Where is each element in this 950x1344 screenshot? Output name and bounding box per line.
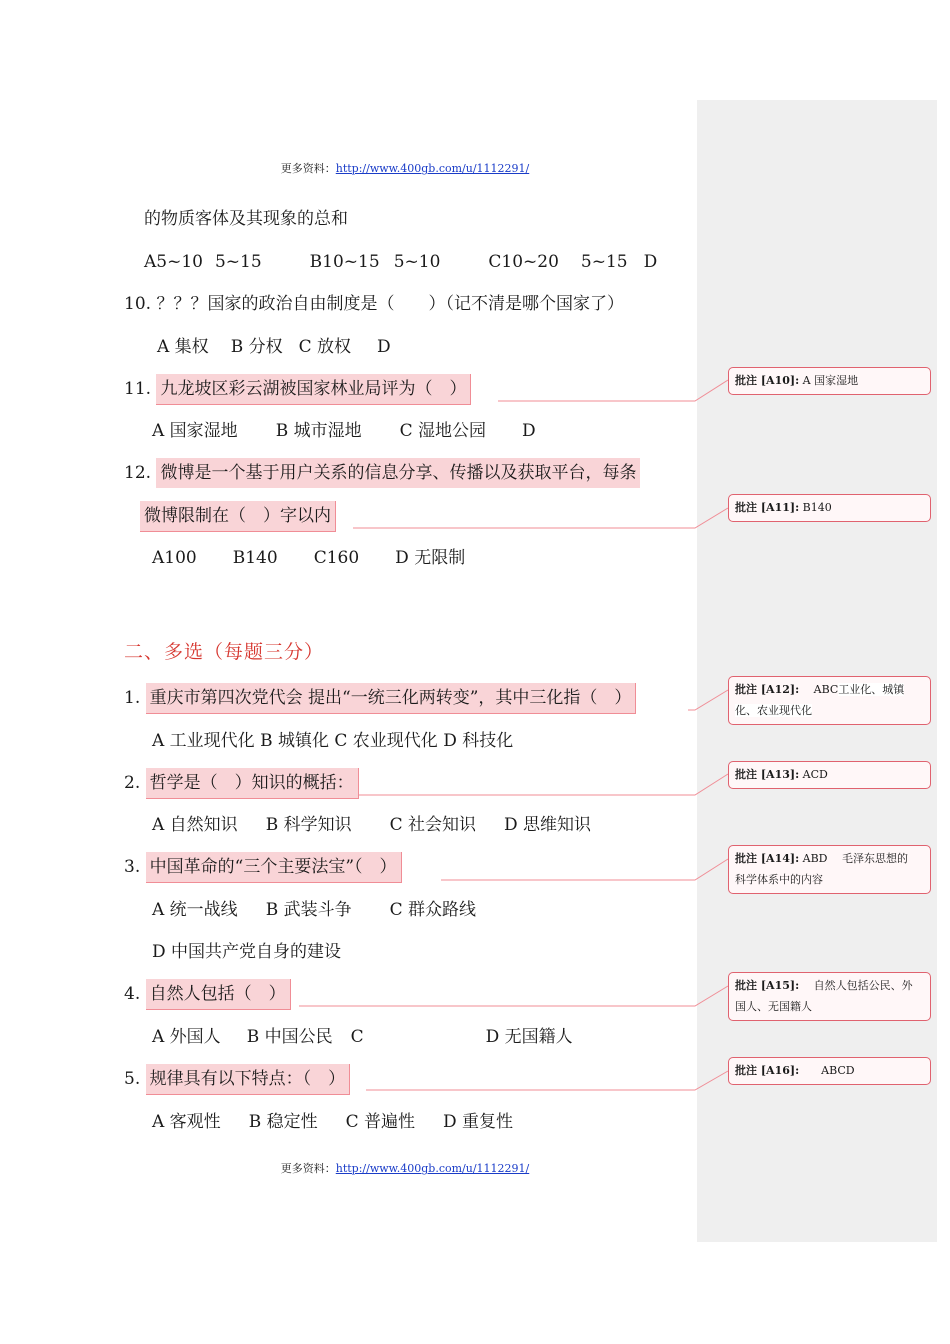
option-c-range: 5~15 xyxy=(580,252,628,272)
question-number: 10. xyxy=(124,294,152,314)
comment-text: A 国家湿地 xyxy=(802,374,859,387)
footer-link[interactable]: http://www.400gb.com/u/1112291/ xyxy=(335,1162,530,1175)
question-number: 5. xyxy=(124,1069,141,1089)
multi-question-5-options xyxy=(152,1110,513,1134)
comment-text: ABC xyxy=(813,683,839,696)
option-c: C 群众路线 xyxy=(389,900,477,920)
option-a: A100 xyxy=(152,548,197,568)
question-continuation: 的物质客体及其现象的总和 xyxy=(144,209,348,229)
option-a: A 外国人 xyxy=(152,1027,221,1047)
comment-tag: 批注 [A11]: xyxy=(735,501,800,514)
comment-tag: 批注 [A10]: xyxy=(735,374,800,387)
option-a: A 国家湿地 xyxy=(152,421,238,441)
option-b: B 科学知识 xyxy=(265,815,352,835)
commented-text[interactable]: 九龙坡区彩云湖被国家林业局评为（ ） xyxy=(156,374,471,405)
comment-a10[interactable] xyxy=(728,367,931,395)
comment-text: B140 xyxy=(802,501,832,514)
commented-text[interactable]: 重庆市第四次党代会 提出“一统三化两转变”，其中三化指（ ） xyxy=(146,683,637,714)
commented-text[interactable]: 哲学是（ ）知识的概括： xyxy=(146,768,359,799)
comment-a11[interactable] xyxy=(728,494,931,522)
section-title: 二、多选（每题三分） xyxy=(124,641,325,663)
option-a: A 自然知识 xyxy=(152,815,238,835)
comment-text: 自然人包括公民、外 xyxy=(813,979,913,992)
comment-a13[interactable] xyxy=(728,761,931,789)
comment-text: ACD xyxy=(802,768,828,781)
multi-question-2 xyxy=(124,771,359,795)
option-c: C xyxy=(350,1027,364,1047)
question-number: 1. xyxy=(124,688,141,708)
question-number: 11. xyxy=(124,379,152,399)
option-d: D xyxy=(522,421,536,441)
comment-tag: 批注 [A14]: xyxy=(735,852,800,865)
option-b: B140 xyxy=(232,548,278,568)
option-b-range: 5~10 xyxy=(393,252,441,272)
option-b: B10~15 xyxy=(309,252,380,272)
comment-tag: 批注 [A12]: xyxy=(735,683,800,696)
multi-question-1 xyxy=(124,686,636,710)
question-12-options xyxy=(152,546,465,570)
comment-a14[interactable] xyxy=(728,845,931,894)
option-a: A 统一战线 xyxy=(152,900,238,920)
question-number: 4. xyxy=(124,984,141,1004)
option-a: A 客观性 xyxy=(152,1112,221,1132)
page-footer xyxy=(0,1160,810,1176)
commented-text[interactable]: 自然人包括（ ） xyxy=(146,979,291,1010)
comment-tag: 批注 [A13]: xyxy=(735,768,800,781)
option-row xyxy=(144,250,657,274)
multi-question-4-options xyxy=(152,1025,573,1049)
commented-text[interactable]: 微博是一个基于用户关系的信息分享、传播以及获取平台，每条 xyxy=(156,458,640,488)
option-c: C 湿地公园 xyxy=(399,421,487,441)
multi-question-3-options xyxy=(152,898,476,922)
comment-a16[interactable] xyxy=(728,1057,931,1085)
commented-text[interactable]: 规律具有以下特点：（ ） xyxy=(146,1064,351,1095)
option-b: B 城市湿地 xyxy=(275,421,362,441)
question-11-options xyxy=(152,419,536,443)
multi-question-1-options: A 工业现代化 B 城镇化 C 农业现代化 D 科技化 xyxy=(152,731,514,751)
header-link[interactable]: http://www.400gb.com/u/1112291/ xyxy=(335,162,530,175)
question-number: 2. xyxy=(124,773,141,793)
option-b: B 稳定性 xyxy=(248,1112,318,1132)
footer-label: 更多资料： xyxy=(280,1162,336,1175)
option-a: A5~10 xyxy=(144,252,203,272)
option-b: B 中国公民 xyxy=(246,1027,333,1047)
option-d: D 重复性 xyxy=(443,1112,514,1132)
question-number: 12. xyxy=(124,463,152,483)
multi-question-3-option-d: D 中国共产党自身的建设 xyxy=(152,942,342,962)
commented-text[interactable]: 微博限制在（ ）字以内 xyxy=(140,501,336,532)
multi-question-3 xyxy=(124,855,402,879)
option-c: C 社会知识 xyxy=(389,815,477,835)
option-b: B 分权 xyxy=(230,337,283,357)
comment-a12[interactable] xyxy=(728,676,931,725)
page-header xyxy=(0,160,810,176)
comment-text-cont: 科学体系中的内容 xyxy=(735,873,823,886)
question-10 xyxy=(124,292,624,316)
header-label: 更多资料： xyxy=(280,162,336,175)
option-c: C10~20 xyxy=(488,252,559,272)
multi-question-4 xyxy=(124,982,291,1006)
comment-tag: 批注 [A16]: xyxy=(735,1064,800,1077)
option-d: D 无限制 xyxy=(395,548,466,568)
option-a: A 集权 xyxy=(157,337,209,357)
question-text: ？？？国家的政治自由制度是（ ）（记不清是哪个国家了） xyxy=(156,294,624,314)
comment-text: ABCD xyxy=(821,1064,855,1077)
question-12-cont xyxy=(140,504,336,528)
option-c: C160 xyxy=(313,548,360,568)
option-d: D 思维知识 xyxy=(504,815,592,835)
commented-text[interactable]: 中国革命的“三个主要法宝”（ ） xyxy=(146,852,402,883)
option-d: D xyxy=(377,337,391,357)
option-a-range: 5~15 xyxy=(214,252,262,272)
question-10-options xyxy=(157,335,391,359)
comment-text-cont: 国人、无国籍人 xyxy=(735,1000,812,1013)
option-d: D xyxy=(643,252,658,272)
comment-a15[interactable] xyxy=(728,972,931,1021)
option-c: C 放权 xyxy=(298,337,352,357)
option-b: B 武装斗争 xyxy=(265,900,352,920)
multi-question-5 xyxy=(124,1067,350,1091)
comment-text-highlight: 工业化、城镇 xyxy=(838,683,905,696)
multi-question-2-options xyxy=(152,813,591,837)
comment-tag: 批注 [A15]: xyxy=(735,979,800,992)
option-d: D 无国籍人 xyxy=(485,1027,573,1047)
comment-text: ABD 毛泽东思想的 xyxy=(802,852,908,865)
comment-text-cont: 化、农业现代化 xyxy=(735,704,812,717)
question-number: 3. xyxy=(124,857,141,877)
option-c: C 普遍性 xyxy=(345,1112,416,1132)
question-11 xyxy=(124,377,471,401)
question-12 xyxy=(124,461,640,485)
